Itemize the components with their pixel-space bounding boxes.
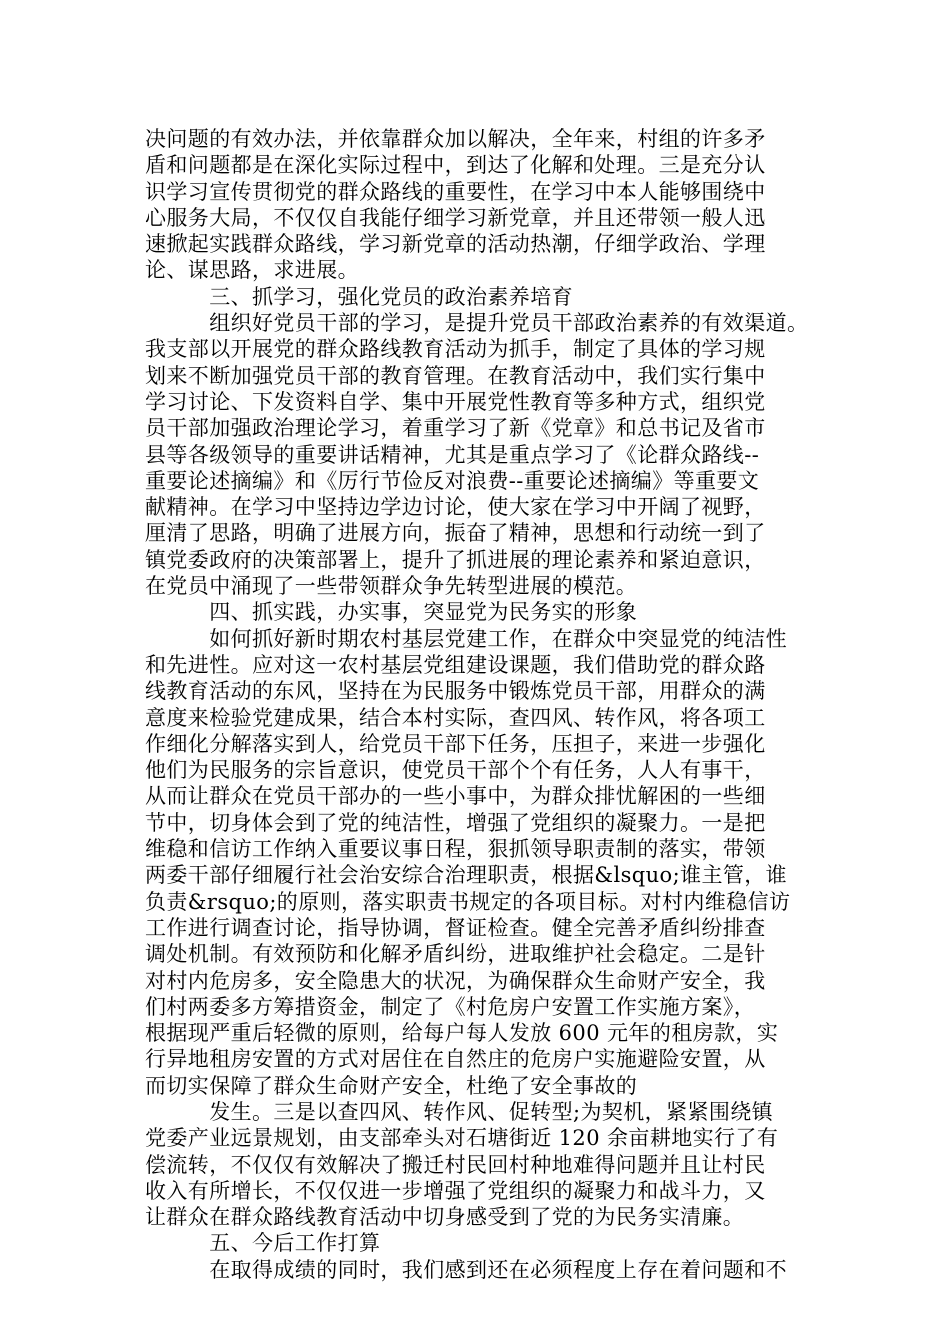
body-line: 收入有所增长，不仅仅进一步增强了党组织的凝聚力和战斗力，又 <box>145 1178 766 1203</box>
body-line: 调处机制。有效预防和化解矛盾纠纷，进取维护社会稳定。二是针 <box>145 942 766 967</box>
body-line: 党委产业远景规划，由支部牵头对石塘街近 120 余亩耕地实行了有 <box>145 1126 779 1151</box>
body-line: 线教育活动的东风，坚持在为民服务中锻炼党员干部，用群众的满 <box>145 679 766 704</box>
body-line: 从而让群众在党员干部办的一些小事中，为群众排忧解困的一些细 <box>145 784 766 809</box>
body-line: 献精神。在学习中坚持边学边讨论，使大家在学习中开阔了视野， <box>145 495 766 520</box>
body-line: 组织好党员干部的学习，是提升党员干部政治素养的有效渠道。 <box>145 311 809 336</box>
body-line: 划来不断加强党员干部的教育管理。在教育活动中，我们实行集中 <box>145 363 766 388</box>
body-line: 员干部加强政治理论学习，着重学习了新《党章》和总书记及省市 <box>145 416 766 441</box>
body-line: 盾和问题都是在深化实际过程中，到达了化解和处理。三是充分认 <box>145 153 766 178</box>
body-line: 县等各级领导的重要讲话精神，尤其是重点学习了《论群众路线-- <box>145 442 760 467</box>
body-line: 偿流转，不仅仅有效解决了搬迁村民回村种地难得问题并且让村民 <box>145 1152 766 1177</box>
body-line: 意度来检验党建成果，结合本村实际，查四风、转作风，将各项工 <box>145 705 766 730</box>
body-line: 学习讨论、下发资料自学、集中开展党性教育等多种方式，组织党 <box>145 389 766 414</box>
body-line: 他们为民服务的宗旨意识，使党员干部个个有任务，人人有事干， <box>145 758 766 783</box>
section-heading-5: 五、今后工作打算 <box>145 1231 381 1256</box>
body-line: 论、谋思路，求进展。 <box>145 258 359 283</box>
body-line: 决问题的有效办法，并依靠群众加以解决，全年来，村组的许多矛 <box>145 127 766 151</box>
body-line: 对村内危房多，安全隐患大的状况，为确保群众生命财产安全，我 <box>145 968 766 993</box>
body-line: 根据现严重后轻微的原则，给每户每人发放 600 元年的租房款，实 <box>145 1021 779 1046</box>
body-line: 们村两委多方筹措资金，制定了《村危房户安置工作实施方案》， <box>145 994 756 1019</box>
body-line: 我支部以开展党的群众路线教育活动为抓手，制定了具体的学习规 <box>145 337 766 362</box>
body-line: 而切实保障了群众生命财产安全，杜绝了安全事故的 <box>145 1073 638 1098</box>
body-line: 如何抓好新时期农村基层党建工作，在群众中突显党的纯洁性 <box>145 626 787 651</box>
body-line: 两委干部仔细履行社会治安综合治理职责，根据&lsquo;谁主管，谁 <box>145 863 788 888</box>
body-line: 厘清了思路，明确了进展方向，振奋了精神，思想和行动统一到了 <box>145 521 766 546</box>
section-heading-3: 三、抓学习，强化党员的政治素养培育 <box>145 284 573 309</box>
body-line: 发生。三是以查四风、转作风、促转型;为契机，紧紧围绕镇 <box>145 1099 774 1124</box>
body-line: 在取得成绩的同时，我们感到还在必须程度上存在着问题和不 <box>145 1257 787 1282</box>
body-line: 作细化分解落实到人，给党员干部下任务，压担子，来进一步强化 <box>145 731 766 756</box>
body-line: 心服务大局，不仅仅自我能仔细学习新党章，并且还带领一般人迅 <box>145 205 766 230</box>
body-line: 重要论述摘编》和《厉行节俭反对浪费--重要论述摘编》等重要文 <box>145 468 760 493</box>
body-line: 行异地租房安置的方式对居住在自然庄的危房户实施避险安置，从 <box>145 1047 766 1072</box>
body-line: 节中，切身体会到了党的纯洁性，增强了党组织的凝聚力。一是把 <box>145 810 766 835</box>
body-line: 识学习宣传贯彻党的群众路线的重要性，在学习中本人能够围绕中 <box>145 179 766 204</box>
body-line: 让群众在群众路线教育活动中切身感受到了党的为民务实清廉。 <box>145 1205 745 1230</box>
body-line: 维稳和信访工作纳入重要议事日程，狠抓领导职责制的落实，带领 <box>145 837 766 862</box>
body-line: 镇党委政府的决策部署上，提升了抓进展的理论素养和紧迫意识， <box>145 547 766 572</box>
body-line: 速掀起实践群众路线，学习新党章的活动热潮，仔细学政治、学理 <box>145 232 766 257</box>
document-body <box>145 126 835 1283</box>
body-line: 在党员中涌现了一些带领群众争先转型进展的模范。 <box>145 574 638 599</box>
body-line: 和先进性。应对这一农村基层党组建设课题，我们借助党的群众路 <box>145 652 766 677</box>
section-heading-4: 四、抓实践，办实事，突显党为民务实的形象 <box>145 600 638 625</box>
body-line: 负责&rsquo;的原则，落实职责书规定的各项目标。对村内维稳信访 <box>145 889 791 914</box>
body-line: 工作进行调查讨论，指导协调，督证检查。健全完善矛盾纠纷排查 <box>145 915 766 940</box>
